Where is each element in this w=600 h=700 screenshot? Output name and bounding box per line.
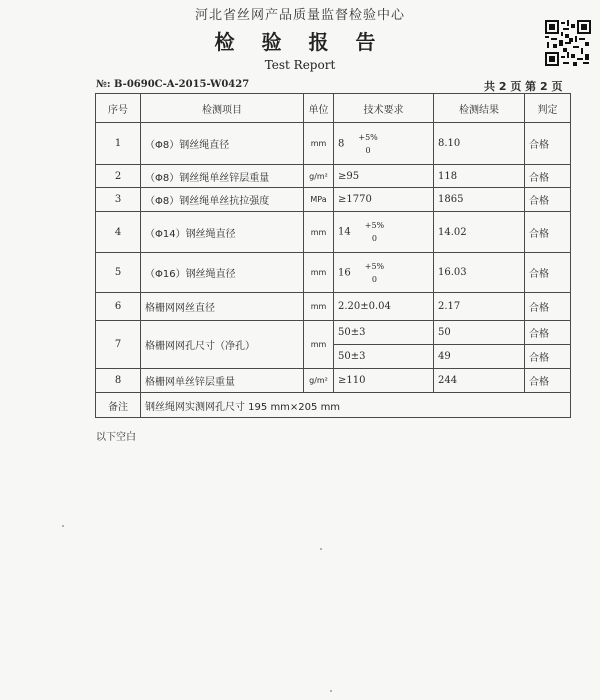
result: 244 <box>434 369 525 393</box>
judgement: 合格 <box>525 188 571 212</box>
requirement: 50±3 <box>334 321 434 345</box>
table-header-row <box>96 94 571 123</box>
tolerance-lower: 0 <box>365 145 371 155</box>
row-number: 2 <box>96 165 141 188</box>
tolerance-upper: +5% <box>358 132 378 142</box>
judgement: 合格 <box>525 253 571 293</box>
row-number: 6 <box>96 293 141 321</box>
judgement: 合格 <box>525 293 571 321</box>
result: 8.10 <box>434 123 525 165</box>
tolerance-lower: 0 <box>371 234 377 243</box>
header-item: 检测项目 <box>141 94 304 123</box>
result: 1865 <box>434 188 525 212</box>
test-item: （Φ8）钢丝绳直径 <box>141 123 304 165</box>
test-item: 格栅网网孔尺寸（净孔） <box>141 321 304 369</box>
remarks-row <box>96 393 571 418</box>
judgement: 合格 <box>525 212 571 253</box>
table-row <box>96 253 571 293</box>
judgement: 合格 <box>525 123 571 165</box>
remarks-label: 备注 <box>96 393 141 418</box>
test-item: 格栅网网丝直径 <box>141 293 304 321</box>
header-judgement: 判定 <box>525 94 571 123</box>
judgement: 合格 <box>525 369 571 393</box>
requirement <box>334 212 434 253</box>
requirement: ≥95 <box>334 165 434 188</box>
test-item: 格栅网单丝锌层重量 <box>141 369 304 393</box>
unit: g/m² <box>304 369 334 393</box>
scan-speck <box>62 525 64 527</box>
row-number: 4 <box>96 212 141 253</box>
result: 50 <box>434 321 525 345</box>
row-number: 3 <box>96 188 141 212</box>
result: 49 <box>434 345 525 369</box>
requirement-value: 8 <box>338 138 345 149</box>
unit: mm <box>304 253 334 293</box>
tolerance-upper: +5% <box>364 261 385 271</box>
blank-below-note: 以下空白 <box>96 432 136 443</box>
qr-code-icon <box>545 20 591 66</box>
unit: MPa <box>304 188 334 212</box>
org-name: 河北省丝网产品质量监督检验中心 <box>194 8 405 23</box>
requirement: 50±3 <box>334 345 434 369</box>
test-item: （Φ16）钢丝绳直径 <box>141 253 304 293</box>
table-row <box>96 321 571 345</box>
judgement: 合格 <box>525 321 571 345</box>
requirement: ≥110 <box>334 369 434 393</box>
table-row <box>96 293 571 321</box>
row-number: 8 <box>96 369 141 393</box>
result: 16.03 <box>434 253 525 293</box>
row-number: 5 <box>96 253 141 293</box>
tolerance-lower: 0 <box>371 274 377 284</box>
requirement: 2.20±0.04 <box>334 293 434 321</box>
page-indicator: 共 2 页 第 2 页 <box>484 80 563 93</box>
report-subtitle: Test Report <box>264 58 336 72</box>
test-item: （Φ8）钢丝绳单丝抗拉强度 <box>141 188 304 212</box>
judgement: 合格 <box>525 345 571 369</box>
table-row <box>96 123 571 165</box>
tolerance-upper: +5% <box>364 221 385 230</box>
header-seq: 序号 <box>96 94 141 123</box>
test-item: （Φ14）钢丝绳直径 <box>141 212 304 253</box>
test-item: （Φ8）钢丝绳单丝锌层重量 <box>141 165 304 188</box>
header-unit: 单位 <box>304 94 334 123</box>
header-requirement: 技术要求 <box>334 94 434 123</box>
tolerance <box>358 131 377 157</box>
row-number: 7 <box>96 321 141 369</box>
requirement-value: 16 <box>338 267 351 278</box>
document-number: №: B-0690C-A-2015-W0427 <box>96 79 250 90</box>
report-title: 检 验 报 告 <box>214 30 386 54</box>
scan-speck <box>320 548 322 550</box>
result: 118 <box>434 165 525 188</box>
judgement: 合格 <box>525 165 571 188</box>
result: 14.02 <box>434 212 525 253</box>
unit: mm <box>304 293 334 321</box>
row-number: 1 <box>96 123 141 165</box>
requirement: ≥1770 <box>334 188 434 212</box>
header-result: 检测结果 <box>434 94 525 123</box>
requirement <box>334 253 434 293</box>
table-row <box>96 165 571 188</box>
unit: g/m² <box>304 165 334 188</box>
report-table <box>95 93 571 418</box>
unit: mm <box>304 212 334 253</box>
remarks-text: 钢丝绳网实测网孔尺寸 195 mm×205 mm <box>141 393 571 418</box>
requirement <box>334 123 434 165</box>
tolerance <box>365 260 384 286</box>
unit: mm <box>304 123 334 165</box>
table-row <box>96 369 571 393</box>
tolerance <box>365 219 384 245</box>
scan-speck <box>330 690 332 692</box>
table-row <box>96 188 571 212</box>
result: 2.17 <box>434 293 525 321</box>
requirement-value: 14 <box>338 226 351 238</box>
unit: mm <box>304 321 334 369</box>
table-row <box>96 212 571 253</box>
